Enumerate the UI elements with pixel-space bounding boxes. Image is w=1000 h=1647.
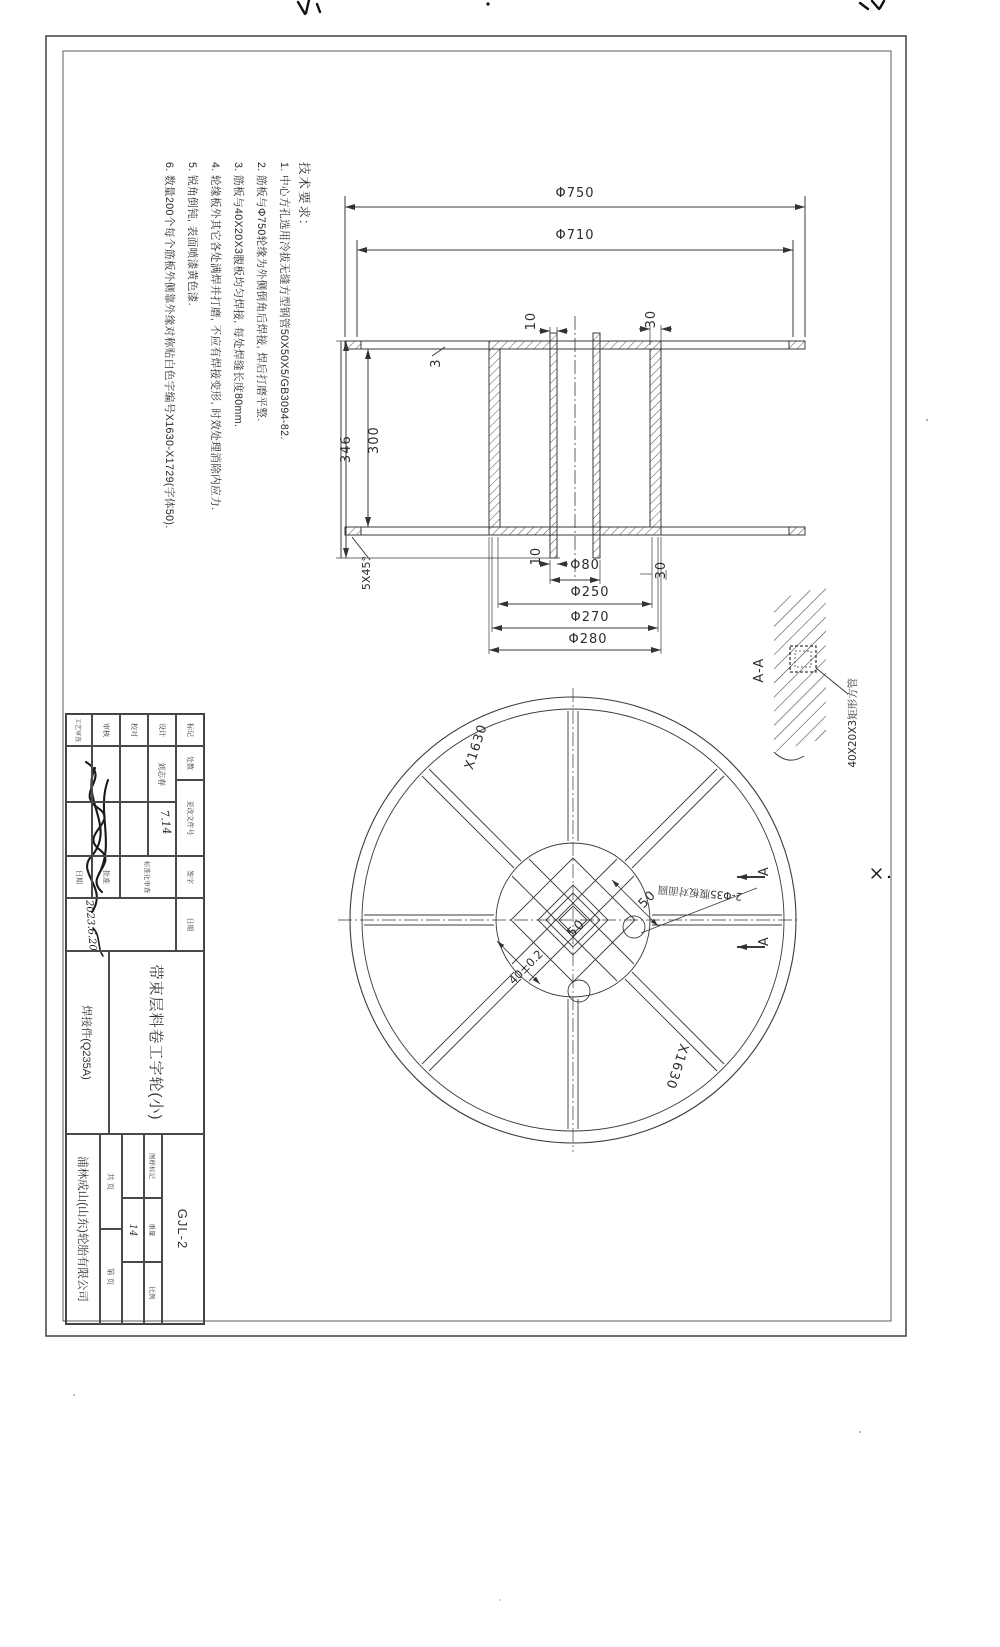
- tb-handwritten-date2: 7.14: [157, 809, 174, 836]
- tb-empty-1: [120, 802, 148, 856]
- tb-handwritten-date: 2023.6.20: [83, 899, 98, 952]
- tech-requirement-3: 3. 筋板与40X20X3腹板均匀焊接, 每处焊缝长度80mm.: [232, 162, 244, 428]
- dim-50-a: 50: [635, 887, 660, 912]
- tb-sign-cell-3: [66, 746, 92, 802]
- tb-empty-3: [66, 802, 92, 856]
- dim-dia-280: Φ280: [568, 632, 608, 647]
- dim-thickness-3: 3: [428, 358, 444, 368]
- tb-col-approve: 批准: [92, 856, 120, 898]
- front-view-wheel: [338, 688, 800, 1152]
- cut-label-a-bottom: A: [756, 936, 772, 947]
- dim-dia-80: Φ80: [570, 558, 600, 573]
- technical-requirements-block: [138, 162, 314, 598]
- tb-row-design: 设计: [148, 714, 176, 746]
- tech-requirement-6: 6. 数量200个每个筋板外侧靠外缘对称贴白色字编号X1630-X1729(字体50).: [163, 162, 175, 529]
- tech-requirement-4: 4. 轮缘板外其它各处满焊并打磨, 不应有焊接变形, 时效处理消除内应力.: [209, 162, 221, 511]
- dim-dia-750: Φ750: [555, 186, 595, 201]
- tb-pages-total: 共 页: [100, 1134, 122, 1229]
- tech-requirement-5: 5. 锐角倒钝, 表面喷漆黄色漆.: [186, 162, 198, 306]
- tb-rev-mark: 标记: [176, 714, 204, 746]
- dim-chamfer: 5X45°: [359, 556, 373, 591]
- dim-dia-250: Φ250: [570, 585, 610, 600]
- dim-height-300: 300: [366, 426, 382, 455]
- tb-rev-date: 日期: [176, 898, 204, 951]
- tb-rev-file: 更改文件号: [176, 780, 204, 856]
- tb-hand-area: [66, 898, 176, 951]
- tech-requirement-2: 2. 筋板与Φ750轮缘为外侧倒角后焊接, 焊后打磨平整.: [255, 162, 267, 422]
- title-block: [65, 713, 205, 1325]
- tech-requirement-1: 1. 中心方孔选用冷拔无缝方型钢管50X50X5/GB3094-82.: [278, 162, 290, 440]
- tb-scale-label: 比例: [144, 1262, 162, 1324]
- dim-30-bottom: 30: [653, 560, 669, 580]
- tb-weight-value: 14: [122, 1198, 144, 1262]
- tb-company: 浦林成山(山东)轮胎有限公司: [66, 1134, 100, 1324]
- tb-row-process: 工艺审查: [66, 714, 92, 746]
- dim-10-bottom: 10: [528, 546, 544, 566]
- dim-10-top: 10: [523, 311, 539, 331]
- tb-designer-name: 刘志春: [148, 746, 176, 802]
- cut-label-a-top: A: [756, 866, 772, 877]
- tb-col-date: 日期: [66, 856, 92, 898]
- tb-page-no: 第 页: [100, 1229, 122, 1324]
- tb-scale-value: [122, 1262, 144, 1324]
- serial-label-top: X1630: [461, 722, 491, 772]
- detail-a-a: [774, 586, 848, 760]
- tb-rev-sign: 签字: [176, 856, 204, 898]
- dim-dia-270: Φ270: [570, 610, 610, 625]
- tb-col-standard: 标准化审查: [120, 856, 176, 898]
- dim-50-b: 50: [564, 916, 589, 941]
- tb-rev-count: 处数: [176, 746, 204, 780]
- serial-label-bottom: X1630: [662, 1041, 692, 1092]
- tb-drawing-no: GJL-2: [162, 1134, 204, 1324]
- tb-material: 焊接件(Q235A): [66, 951, 109, 1134]
- tb-sign-cell-2: [92, 746, 120, 802]
- tb-row-check: 校对: [120, 714, 148, 746]
- tb-stamp-value: [122, 1134, 144, 1198]
- detail-section-label: A-A: [751, 657, 767, 683]
- tb-stamp-label: 图样标记: [144, 1134, 162, 1198]
- dim-40-tol: 40±0.2: [505, 947, 546, 988]
- dim-height-346: 346: [338, 435, 354, 464]
- tb-weight-label: 重量: [144, 1198, 162, 1262]
- tb-empty-2: [92, 802, 120, 856]
- holes-note: 2-Φ35腹板对面圆: [657, 882, 743, 903]
- tech-requirements-title: 技术要求:: [297, 162, 311, 226]
- tb-sign-cell-1: [120, 746, 148, 802]
- tb-row-audit: 审核: [92, 714, 120, 746]
- detail-tube-note: 40X20X3矩形方管: [847, 677, 860, 768]
- dim-dia-710: Φ710: [555, 228, 595, 243]
- dim-30-top: 30: [643, 309, 659, 329]
- tb-part-title: 带束层料卷工字轮(小): [109, 951, 204, 1134]
